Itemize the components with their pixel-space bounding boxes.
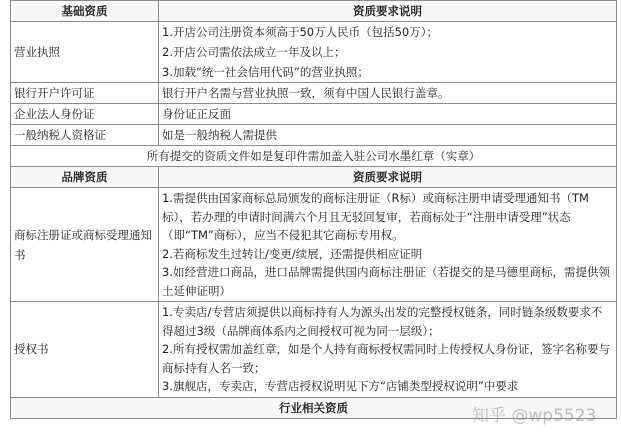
table-row <box>11 83 617 104</box>
watermark: 知乎 @wp5523 <box>472 406 597 426</box>
table-row <box>11 188 617 302</box>
requirement-line: 1.需提供由国家商标总局颁发的商标注册证（R标）或商标注册申请受理通知书（TM标），若办理的申请时间满六个月且无驳回复审，若商标处于“注册申请受理”状态（即“TM”商标），应当不侵犯其它商标专用权。 <box>162 191 589 242</box>
brand-qualification-table <box>10 166 617 419</box>
table-header-row <box>11 397 617 418</box>
qualification-name: 企业法人身份证 <box>11 104 159 125</box>
qualification-name: 营业执照 <box>11 22 159 83</box>
table-row <box>11 104 617 125</box>
table-note: 所有提交的资质文件如是复印件需加盖入驻公司水墨红章（实章） <box>11 146 617 167</box>
requirement-line: 3.加载“统一社会信用代码”的营业执照； <box>162 65 369 79</box>
requirement-cell: 银行开户名需与营业执照一致，须有中国人民银行盖章。 <box>159 83 617 104</box>
requirement-cell <box>159 22 617 83</box>
table-row <box>11 302 617 398</box>
requirement-line: 3.旗舰店，专卖店，专营店授权说明见下方“店铺类型授权说明”中要求 <box>162 379 519 393</box>
requirement-line: 2.所有授权需加盖红章，如是个人持有商标授权需同时上传授权人身份证，签字名称要与商标持有人名一致； <box>162 342 610 375</box>
qualification-name: 一般纳税人资格证 <box>11 125 159 146</box>
column-header: 品牌资质 <box>11 167 159 188</box>
table-row <box>11 125 617 146</box>
qualification-name: 银行开户许可证 <box>11 83 159 104</box>
requirement-line: 3.如经营进口商品，进口品牌需提供国内商标注册证（若提交的是马德里商标，需提供领土延伸证明） <box>162 265 610 298</box>
qualification-name: 授权书 <box>11 302 159 398</box>
requirement-line: 2.开店公司需依法成立一年及以上； <box>162 45 346 59</box>
requirement-cell: 如是一般纳税人需提供 <box>159 125 617 146</box>
table-header-row <box>11 1 617 22</box>
column-header: 基础资质 <box>11 1 159 22</box>
requirement-line: 1.开店公司注册资本须高于50万人民币（包括50万）； <box>162 25 438 39</box>
column-header: 资质要求说明 <box>159 1 617 22</box>
table-note-row <box>11 146 617 167</box>
basic-qualification-table <box>10 0 617 167</box>
requirement-cell <box>159 188 617 302</box>
table-header-row <box>11 167 617 188</box>
column-header: 资质要求说明 <box>159 167 617 188</box>
section-header: 行业相关资质 <box>11 397 617 418</box>
qualification-name: 商标注册证或商标受理通知书 <box>11 188 159 302</box>
requirement-cell <box>159 302 617 398</box>
table-row <box>11 22 617 83</box>
requirement-cell: 身份证正反面 <box>159 104 617 125</box>
requirement-line: 2.若商标发生过转让/变更/续展，还需提供相应证明 <box>162 246 423 261</box>
requirement-line: 1.专卖店/专营店须提供以商标持有人为源头出发的完整授权链条，同时链条级数要求不得超过3级（品牌商体系内之间授权可视为同一层级）； <box>162 305 603 338</box>
